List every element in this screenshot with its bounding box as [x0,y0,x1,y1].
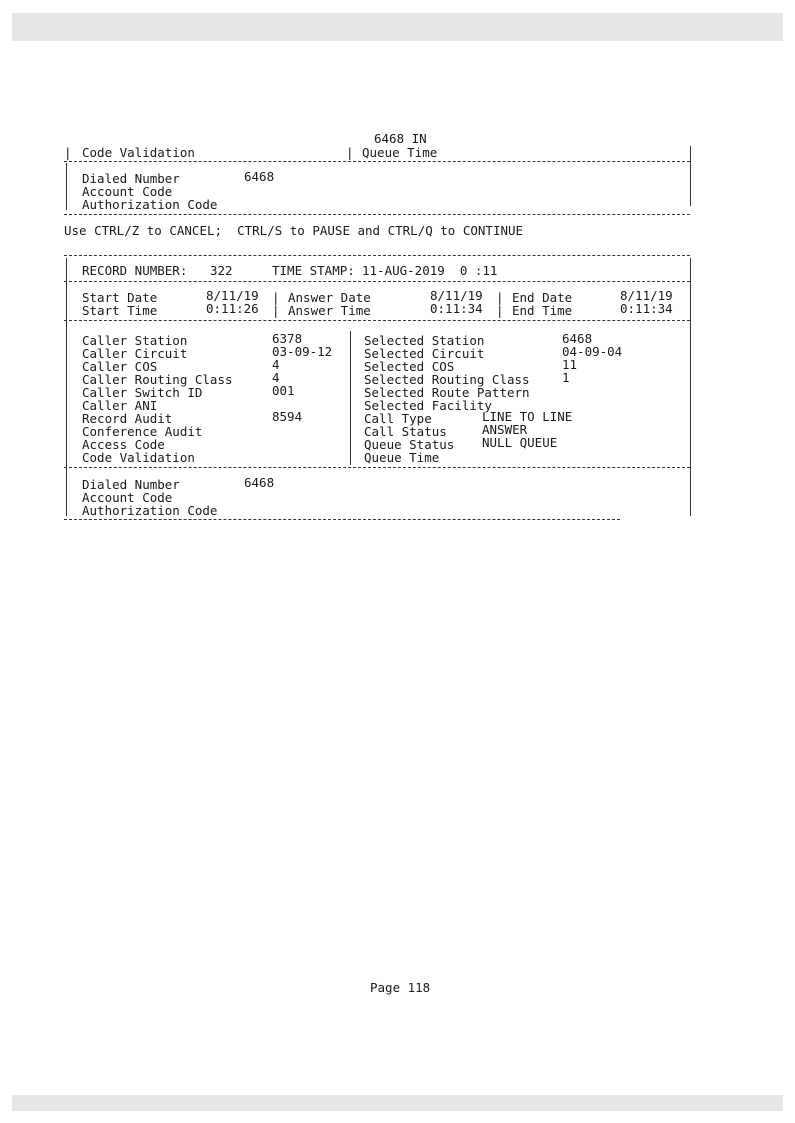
time-stamp-label: TIME STAMP: [272,263,355,278]
answer-time-label: Answer Time [288,303,371,318]
divider [64,214,690,215]
end-time-value: 0:11:34 [620,301,673,316]
call-status-value: ANSWER [482,422,528,437]
scan-bottom-band [12,1095,783,1111]
dialed-number-value: 6468 [244,475,275,490]
divider [64,255,690,256]
code-validation-label: Code Validation [82,145,195,160]
selected-routing-class-label: Selected Routing Class [364,372,530,387]
queue-time-label: Queue Time [362,145,438,160]
authorization-code-label: Authorization Code [82,503,218,518]
start-time-value: 0:11:26 [206,301,259,316]
control-hint: Use CTRL/Z to CANCEL; CTRL/S to PAUSE and CTRL/Q to CONTINUE [64,223,524,238]
selected-circuit-value: 04-09-04 [562,344,623,359]
caller-switch-id-label: Caller Switch ID [82,385,203,400]
call-type-label: Call Type [364,411,432,426]
selected-cos-value: 11 [562,357,578,372]
caller-circuit-value: 03-09-12 [272,344,333,359]
queue-value: 6468 IN [374,131,427,146]
queue-status-value: NULL QUEUE [482,435,558,450]
start-date-value: 8/11/19 [206,288,259,303]
conference-audit-label: Conference Audit [82,424,203,439]
call-status-label: Call Status [364,424,447,439]
caller-station-label: Caller Station [82,333,188,348]
selected-station-value: 6468 [562,331,593,346]
selected-routing-class-value: 1 [562,370,570,385]
divider [64,161,690,162]
answer-date-label: Answer Date [288,290,371,305]
code-validation-label: Code Validation [82,450,195,465]
end-time-label: End Time [512,303,573,318]
authorization-code-label: Authorization Code [82,197,218,212]
page-number: Page 118 [370,980,431,995]
selected-facility-label: Selected Facility [364,398,492,413]
selected-route-pattern-label: Selected Route Pattern [364,385,530,400]
caller-cos-label: Caller COS [82,359,158,374]
dialed-number-value: 6468 [244,169,275,184]
caller-circuit-label: Caller Circuit [82,346,188,361]
divider [64,320,690,321]
caller-routing-class-value: 4 [272,370,280,385]
selected-station-label: Selected Station [364,333,485,348]
account-code-label: Account Code [82,184,173,199]
dialed-number-label: Dialed Number [82,477,180,492]
record-number-value: 322 [210,263,233,278]
account-code-label: Account Code [82,490,173,505]
divider [64,281,690,282]
caller-ani-label: Caller ANI [82,398,158,413]
divider [64,467,690,468]
caller-station-value: 6378 [272,331,303,346]
caller-switch-id-value: 001 [272,383,295,398]
caller-cos-value: 4 [272,357,280,372]
record-audit-label: Record Audit [82,411,173,426]
answer-date-value: 8/11/19 [430,288,483,303]
answer-time-value: 0:11:34 [430,301,483,316]
queue-time-label: Queue Time [364,450,440,465]
caller-routing-class-label: Caller Routing Class [82,372,233,387]
record-number-label: RECORD NUMBER: [82,263,188,278]
time-stamp-value: 11-AUG-2019 0 :11 [362,263,498,278]
start-time-label: Start Time [82,303,158,318]
record-audit-value: 8594 [272,409,303,424]
divider [64,519,620,520]
scan-top-band [12,13,783,41]
column-separator [350,331,351,465]
start-date-label: Start Date [82,290,158,305]
dialed-number-label: Dialed Number [82,171,180,186]
selected-cos-label: Selected COS [364,359,455,374]
access-code-label: Access Code [82,437,165,452]
selected-circuit-label: Selected Circuit [364,346,485,361]
queue-status-label: Queue Status [364,437,455,452]
end-date-label: End Date [512,290,573,305]
call-type-value: LINE TO LINE [482,409,573,424]
end-date-value: 8/11/19 [620,288,673,303]
